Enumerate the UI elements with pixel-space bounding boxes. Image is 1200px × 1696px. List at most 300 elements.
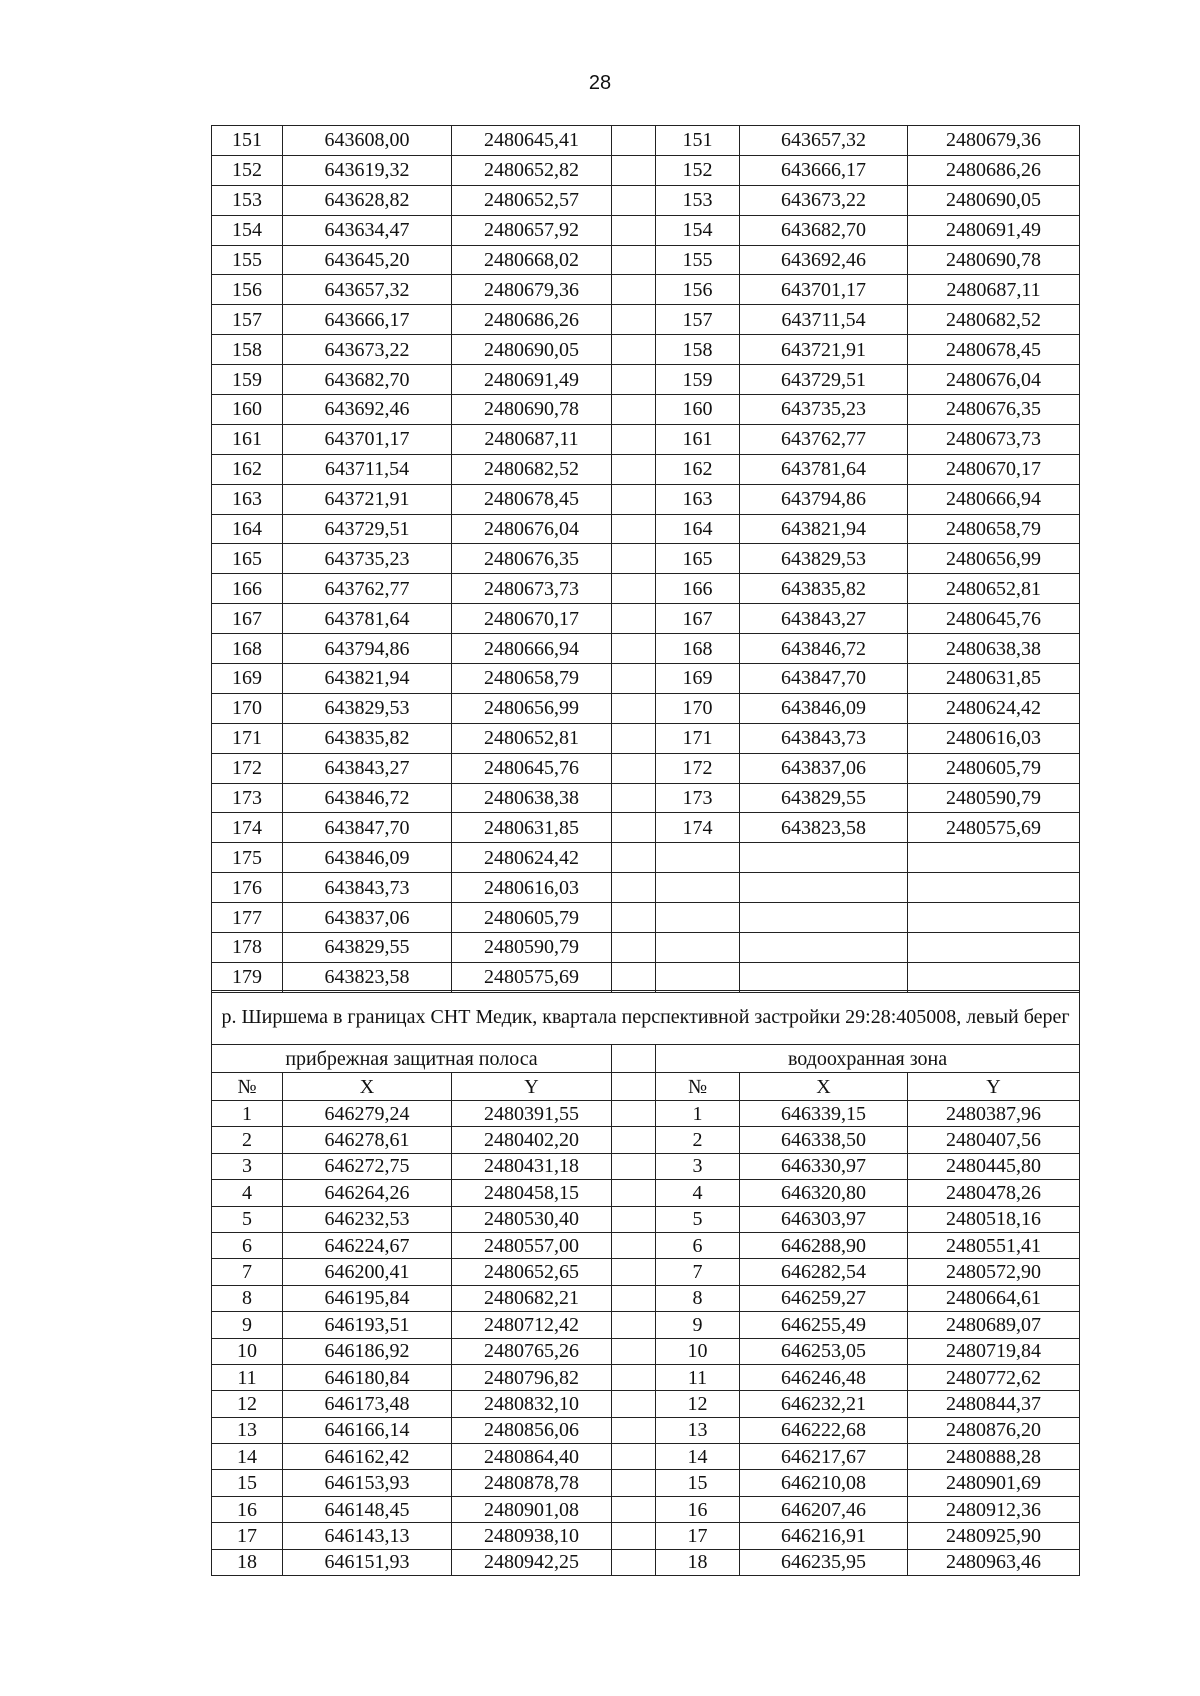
coord-x-cell: 643843,73 — [740, 723, 908, 753]
table-row — [212, 1391, 1080, 1417]
gap-cell — [612, 424, 656, 454]
table-row — [212, 903, 1080, 933]
coord-x-cell: 646210,08 — [740, 1470, 908, 1496]
coord-x-cell: 643843,27 — [283, 753, 452, 783]
coord-x-cell: 646148,45 — [283, 1496, 452, 1522]
coord-y-cell: 2480645,76 — [908, 604, 1080, 634]
point-number-cell: 14 — [656, 1444, 740, 1470]
point-number-cell: 154 — [212, 215, 283, 245]
gap-cell — [612, 1444, 656, 1470]
point-number-cell: 158 — [656, 335, 740, 365]
table-row — [212, 454, 1080, 484]
coord-x-cell: 643781,64 — [283, 604, 452, 634]
coord-y-cell: 2480645,76 — [452, 753, 612, 783]
point-number-cell: 7 — [212, 1259, 283, 1285]
column-header-row — [212, 1073, 1080, 1101]
coord-y-cell: 2480679,36 — [452, 275, 612, 305]
coord-x-cell: 646264,26 — [283, 1180, 452, 1206]
point-number-cell: 10 — [212, 1338, 283, 1364]
coord-x-cell: 643666,17 — [740, 155, 908, 185]
coord-x-cell: 646195,84 — [283, 1285, 452, 1311]
point-number-cell: 166 — [656, 574, 740, 604]
column-header: Y — [452, 1073, 612, 1101]
coord-x-cell: 646173,48 — [283, 1391, 452, 1417]
gap-cell — [612, 1285, 656, 1311]
table-row — [212, 813, 1080, 843]
coord-y-cell: 2480652,82 — [452, 155, 612, 185]
point-number-cell: 174 — [212, 813, 283, 843]
coord-x-cell: 643701,17 — [283, 424, 452, 454]
point-number-cell: 16 — [656, 1496, 740, 1522]
coord-x-cell: 643829,53 — [740, 544, 908, 574]
point-number-cell: 154 — [656, 215, 740, 245]
point-number-cell: 5 — [212, 1206, 283, 1232]
point-number-cell: 17 — [212, 1523, 283, 1549]
coord-x-cell: 646222,68 — [740, 1417, 908, 1443]
point-number-cell: 164 — [212, 514, 283, 544]
zone-left-header: прибрежная защитная полоса — [212, 1045, 612, 1073]
table-row — [212, 634, 1080, 664]
table-row — [212, 245, 1080, 275]
coord-y-cell: 2480645,41 — [452, 126, 612, 156]
table-row — [212, 693, 1080, 723]
coord-y-cell: 2480682,52 — [452, 454, 612, 484]
coord-x-cell: 643835,82 — [283, 723, 452, 753]
coord-y-cell: 2480832,10 — [452, 1391, 612, 1417]
coord-y-cell: 2480673,73 — [452, 574, 612, 604]
coord-y-cell: 2480605,79 — [908, 753, 1080, 783]
table-row — [212, 1206, 1080, 1232]
coord-y-cell: 2480572,90 — [908, 1259, 1080, 1285]
coord-y-cell: 2480590,79 — [908, 783, 1080, 813]
coord-x-cell: 646207,46 — [740, 1496, 908, 1522]
coord-x-cell: 646338,50 — [740, 1127, 908, 1153]
table-row — [212, 1364, 1080, 1390]
coord-x-cell: 646339,15 — [740, 1101, 908, 1127]
gap-cell — [612, 962, 656, 992]
point-number-cell — [656, 962, 740, 992]
coord-x-cell: 646217,67 — [740, 1444, 908, 1470]
gap-cell — [612, 1549, 656, 1575]
column-header: X — [283, 1073, 452, 1101]
coord-y-cell — [908, 933, 1080, 963]
point-number-cell: 16 — [212, 1496, 283, 1522]
gap-cell — [612, 1312, 656, 1338]
coord-y-cell: 2480912,36 — [908, 1496, 1080, 1522]
coord-x-cell: 643619,32 — [283, 155, 452, 185]
table-row — [212, 783, 1080, 813]
gap-cell — [612, 395, 656, 425]
point-number-cell: 152 — [212, 155, 283, 185]
coord-y-cell: 2480656,99 — [908, 544, 1080, 574]
coord-x-cell: 643837,06 — [740, 753, 908, 783]
coord-y-cell: 2480679,36 — [908, 126, 1080, 156]
point-number-cell: 161 — [656, 424, 740, 454]
section-caption-row — [212, 991, 1080, 1045]
point-number-cell: 157 — [656, 305, 740, 335]
coord-x-cell: 643829,55 — [740, 783, 908, 813]
coord-y-cell: 2480687,11 — [908, 275, 1080, 305]
coord-x-cell: 643729,51 — [283, 514, 452, 544]
gap-cell — [612, 245, 656, 275]
coord-x-cell: 643829,55 — [283, 933, 452, 963]
gap-cell — [612, 574, 656, 604]
coord-x-cell — [740, 903, 908, 933]
coord-y-cell: 2480670,17 — [452, 604, 612, 634]
point-number-cell: 166 — [212, 574, 283, 604]
point-number-cell: 151 — [212, 126, 283, 156]
coord-x-cell: 643829,53 — [283, 693, 452, 723]
table-row — [212, 305, 1080, 335]
coord-x-cell: 643846,09 — [740, 693, 908, 723]
coord-x-cell: 643846,72 — [283, 783, 452, 813]
table-row — [212, 395, 1080, 425]
point-number-cell: 159 — [656, 365, 740, 395]
coord-x-cell: 646288,90 — [740, 1232, 908, 1258]
coord-y-cell: 2480942,25 — [452, 1549, 612, 1575]
coord-y-cell: 2480402,20 — [452, 1127, 612, 1153]
coord-y-cell: 2480652,81 — [452, 723, 612, 753]
coord-y-cell: 2480656,99 — [452, 693, 612, 723]
coord-x-cell: 643837,06 — [283, 903, 452, 933]
coord-y-cell: 2480878,78 — [452, 1470, 612, 1496]
table-row — [212, 1180, 1080, 1206]
coord-x-cell: 646193,51 — [283, 1312, 452, 1338]
coord-y-cell: 2480624,42 — [908, 693, 1080, 723]
coord-x-cell: 643682,70 — [283, 365, 452, 395]
coord-x-cell: 646272,75 — [283, 1153, 452, 1179]
point-number-cell: 17 — [656, 1523, 740, 1549]
table-row — [212, 873, 1080, 903]
point-number-cell: 176 — [212, 873, 283, 903]
coord-y-cell: 2480856,06 — [452, 1417, 612, 1443]
point-number-cell: 172 — [212, 753, 283, 783]
table-row — [212, 962, 1080, 992]
coord-y-cell: 2480796,82 — [452, 1364, 612, 1390]
coord-x-cell: 643628,82 — [283, 185, 452, 215]
coord-x-cell: 643729,51 — [740, 365, 908, 395]
gap-cell — [612, 1364, 656, 1390]
coord-y-cell: 2480765,26 — [452, 1338, 612, 1364]
coord-x-cell: 643843,27 — [740, 604, 908, 634]
coord-y-cell: 2480844,37 — [908, 1391, 1080, 1417]
coord-x-cell: 643711,54 — [283, 454, 452, 484]
coord-x-cell — [740, 843, 908, 873]
coord-y-cell: 2480676,04 — [452, 514, 612, 544]
coord-x-cell: 643846,09 — [283, 843, 452, 873]
coord-y-cell: 2480687,11 — [452, 424, 612, 454]
point-number-cell: 173 — [656, 783, 740, 813]
point-number-cell: 157 — [212, 305, 283, 335]
coord-y-cell: 2480676,04 — [908, 365, 1080, 395]
coord-y-cell: 2480901,69 — [908, 1470, 1080, 1496]
gap-cell — [612, 693, 656, 723]
coord-y-cell: 2480876,20 — [908, 1417, 1080, 1443]
gap-cell — [612, 1101, 656, 1127]
coord-y-cell: 2480638,38 — [908, 634, 1080, 664]
gap-cell — [612, 544, 656, 574]
coord-y-cell: 2480682,52 — [908, 305, 1080, 335]
coord-y-cell: 2480407,56 — [908, 1127, 1080, 1153]
point-number-cell: 15 — [212, 1470, 283, 1496]
point-number-cell: 151 — [656, 126, 740, 156]
coord-x-cell: 643847,70 — [740, 664, 908, 694]
coord-y-cell: 2480888,28 — [908, 1444, 1080, 1470]
coord-y-cell: 2480652,57 — [452, 185, 612, 215]
coord-y-cell: 2480666,94 — [908, 484, 1080, 514]
table-row — [212, 933, 1080, 963]
gap-cell — [612, 783, 656, 813]
coord-x-cell: 643847,70 — [283, 813, 452, 843]
coordinates-table-top — [211, 125, 1080, 993]
coord-x-cell: 646255,49 — [740, 1312, 908, 1338]
gap-cell — [612, 843, 656, 873]
gap-cell — [612, 1496, 656, 1522]
point-number-cell: 162 — [212, 454, 283, 484]
gap-cell — [612, 365, 656, 395]
point-number-cell: 170 — [212, 693, 283, 723]
gap-cell — [612, 1153, 656, 1179]
coord-x-cell: 643846,72 — [740, 634, 908, 664]
coord-y-cell: 2480605,79 — [452, 903, 612, 933]
coord-x-cell: 643781,64 — [740, 454, 908, 484]
table-row — [212, 185, 1080, 215]
coord-y-cell: 2480631,85 — [452, 813, 612, 843]
coord-x-cell: 643692,46 — [283, 395, 452, 425]
coord-y-cell: 2480676,35 — [908, 395, 1080, 425]
coord-x-cell: 643692,46 — [740, 245, 908, 275]
point-number-cell: 12 — [656, 1391, 740, 1417]
gap-cell — [612, 1470, 656, 1496]
coord-y-cell: 2480673,73 — [908, 424, 1080, 454]
coord-y-cell: 2480691,49 — [452, 365, 612, 395]
table-row — [212, 1444, 1080, 1470]
gap-cell — [612, 1127, 656, 1153]
point-number-cell: 153 — [212, 185, 283, 215]
point-number-cell: 165 — [212, 544, 283, 574]
point-number-cell: 1 — [656, 1101, 740, 1127]
coord-x-cell: 646330,97 — [740, 1153, 908, 1179]
coord-x-cell: 643821,94 — [740, 514, 908, 544]
point-number-cell: 177 — [212, 903, 283, 933]
coord-x-cell: 643735,23 — [740, 395, 908, 425]
coord-x-cell: 643843,73 — [283, 873, 452, 903]
point-number-cell — [656, 933, 740, 963]
table-row — [212, 843, 1080, 873]
coord-x-cell: 646216,91 — [740, 1523, 908, 1549]
coord-y-cell: 2480925,90 — [908, 1523, 1080, 1549]
table-row — [212, 484, 1080, 514]
table-row — [212, 1338, 1080, 1364]
table-row — [212, 514, 1080, 544]
coord-y-cell: 2480682,21 — [452, 1285, 612, 1311]
point-number-cell: 175 — [212, 843, 283, 873]
coord-x-cell — [740, 873, 908, 903]
coord-x-cell: 643735,23 — [283, 544, 452, 574]
gap-cell — [612, 275, 656, 305]
gap-cell — [612, 1417, 656, 1443]
coord-x-cell: 646162,42 — [283, 1444, 452, 1470]
coord-x-cell: 643645,20 — [283, 245, 452, 275]
gap-cell — [612, 664, 656, 694]
coord-y-cell: 2480686,26 — [908, 155, 1080, 185]
coord-x-cell: 643711,54 — [740, 305, 908, 335]
coord-y-cell: 2480478,26 — [908, 1180, 1080, 1206]
point-number-cell: 164 — [656, 514, 740, 544]
coord-y-cell: 2480658,79 — [452, 664, 612, 694]
coord-y-cell: 2480719,84 — [908, 1338, 1080, 1364]
gap-cell — [612, 155, 656, 185]
coord-y-cell: 2480391,55 — [452, 1101, 612, 1127]
point-number-cell: 167 — [656, 604, 740, 634]
coord-y-cell: 2480938,10 — [452, 1523, 612, 1549]
coord-y-cell: 2480445,80 — [908, 1153, 1080, 1179]
coord-y-cell: 2480664,61 — [908, 1285, 1080, 1311]
coord-y-cell: 2480690,05 — [908, 185, 1080, 215]
gap-cell — [612, 813, 656, 843]
table-row — [212, 1127, 1080, 1153]
coord-y-cell: 2480676,35 — [452, 544, 612, 574]
gap-cell — [612, 1391, 656, 1417]
coord-x-cell: 643794,86 — [283, 634, 452, 664]
gap-cell — [612, 305, 656, 335]
coord-x-cell: 643821,94 — [283, 664, 452, 694]
point-number-cell: 161 — [212, 424, 283, 454]
point-number-cell: 167 — [212, 604, 283, 634]
table-row — [212, 753, 1080, 783]
table-row — [212, 1470, 1080, 1496]
coord-y-cell: 2480652,81 — [908, 574, 1080, 604]
point-number-cell: 8 — [212, 1285, 283, 1311]
point-number-cell: 8 — [656, 1285, 740, 1311]
point-number-cell: 5 — [656, 1206, 740, 1232]
coord-y-cell: 2480551,41 — [908, 1232, 1080, 1258]
point-number-cell: 153 — [656, 185, 740, 215]
table-row — [212, 1285, 1080, 1311]
coord-y-cell — [908, 873, 1080, 903]
gap-cell — [612, 1073, 656, 1101]
table-row — [212, 664, 1080, 694]
point-number-cell: 13 — [656, 1417, 740, 1443]
point-number-cell: 12 — [212, 1391, 283, 1417]
table-row — [212, 1312, 1080, 1338]
point-number-cell: 178 — [212, 933, 283, 963]
point-number-cell: 15 — [656, 1470, 740, 1496]
coord-y-cell: 2480652,65 — [452, 1259, 612, 1285]
coord-y-cell: 2480616,03 — [908, 723, 1080, 753]
coord-y-cell: 2480864,40 — [452, 1444, 612, 1470]
table-row — [212, 155, 1080, 185]
coord-y-cell: 2480691,49 — [908, 215, 1080, 245]
coord-y-cell: 2480590,79 — [452, 933, 612, 963]
point-number-cell: 156 — [212, 275, 283, 305]
coord-y-cell: 2480712,42 — [452, 1312, 612, 1338]
table-row — [212, 1496, 1080, 1522]
coordinates-table-top-body — [212, 126, 1080, 993]
gap-cell — [612, 1180, 656, 1206]
gap-cell — [612, 604, 656, 634]
point-number-cell: 168 — [656, 634, 740, 664]
coord-y-cell: 2480658,79 — [908, 514, 1080, 544]
gap-cell — [612, 903, 656, 933]
coord-x-cell: 643721,91 — [740, 335, 908, 365]
point-number-cell: 2 — [656, 1127, 740, 1153]
gap-cell — [612, 484, 656, 514]
coord-y-cell — [908, 962, 1080, 992]
coordinates-table-bottom-body — [212, 991, 1080, 1576]
point-number-cell: 163 — [212, 484, 283, 514]
point-number-cell: 11 — [212, 1364, 283, 1390]
table-row — [212, 335, 1080, 365]
coord-y-cell: 2480616,03 — [452, 873, 612, 903]
point-number-cell: 1 — [212, 1101, 283, 1127]
column-header: № — [212, 1073, 283, 1101]
coord-y-cell: 2480668,02 — [452, 245, 612, 275]
zone-header-row — [212, 1045, 1080, 1073]
coord-y-cell: 2480387,96 — [908, 1101, 1080, 1127]
coord-x-cell: 646246,48 — [740, 1364, 908, 1390]
coord-x-cell: 646166,14 — [283, 1417, 452, 1443]
table-row — [212, 1523, 1080, 1549]
coord-x-cell: 646279,24 — [283, 1101, 452, 1127]
coord-x-cell: 643673,22 — [283, 335, 452, 365]
coord-y-cell: 2480666,94 — [452, 634, 612, 664]
coord-y-cell: 2480638,38 — [452, 783, 612, 813]
gap-cell — [612, 514, 656, 544]
gap-cell — [612, 873, 656, 903]
coord-y-cell: 2480518,16 — [908, 1206, 1080, 1232]
coord-y-cell: 2480657,92 — [452, 215, 612, 245]
coord-y-cell: 2480557,00 — [452, 1232, 612, 1258]
coord-y-cell: 2480901,08 — [452, 1496, 612, 1522]
point-number-cell: 156 — [656, 275, 740, 305]
table-row — [212, 126, 1080, 156]
point-number-cell: 14 — [212, 1444, 283, 1470]
table-row — [212, 365, 1080, 395]
coord-y-cell: 2480530,40 — [452, 1206, 612, 1232]
point-number-cell: 160 — [656, 395, 740, 425]
coord-x-cell: 643823,58 — [283, 962, 452, 992]
gap-cell — [612, 1523, 656, 1549]
coord-x-cell: 643608,00 — [283, 126, 452, 156]
coord-y-cell: 2480772,62 — [908, 1364, 1080, 1390]
coord-y-cell: 2480689,07 — [908, 1312, 1080, 1338]
point-number-cell: 6 — [656, 1232, 740, 1258]
coord-y-cell: 2480575,69 — [908, 813, 1080, 843]
coord-x-cell: 646232,53 — [283, 1206, 452, 1232]
page-number: 28 — [588, 72, 612, 94]
coord-x-cell: 646186,92 — [283, 1338, 452, 1364]
table-row — [212, 1259, 1080, 1285]
coord-x-cell: 646200,41 — [283, 1259, 452, 1285]
column-header: № — [656, 1073, 740, 1101]
coord-y-cell: 2480624,42 — [452, 843, 612, 873]
coord-y-cell: 2480690,05 — [452, 335, 612, 365]
point-number-cell: 160 — [212, 395, 283, 425]
point-number-cell: 172 — [656, 753, 740, 783]
table-row — [212, 424, 1080, 454]
coord-y-cell: 2480690,78 — [452, 395, 612, 425]
coord-x-cell: 643823,58 — [740, 813, 908, 843]
coord-x-cell: 646224,67 — [283, 1232, 452, 1258]
coord-x-cell: 646259,27 — [740, 1285, 908, 1311]
coord-x-cell: 643762,77 — [283, 574, 452, 604]
point-number-cell: 10 — [656, 1338, 740, 1364]
point-number-cell: 9 — [656, 1312, 740, 1338]
point-number-cell: 179 — [212, 962, 283, 992]
point-number-cell — [656, 873, 740, 903]
coord-x-cell: 643701,17 — [740, 275, 908, 305]
